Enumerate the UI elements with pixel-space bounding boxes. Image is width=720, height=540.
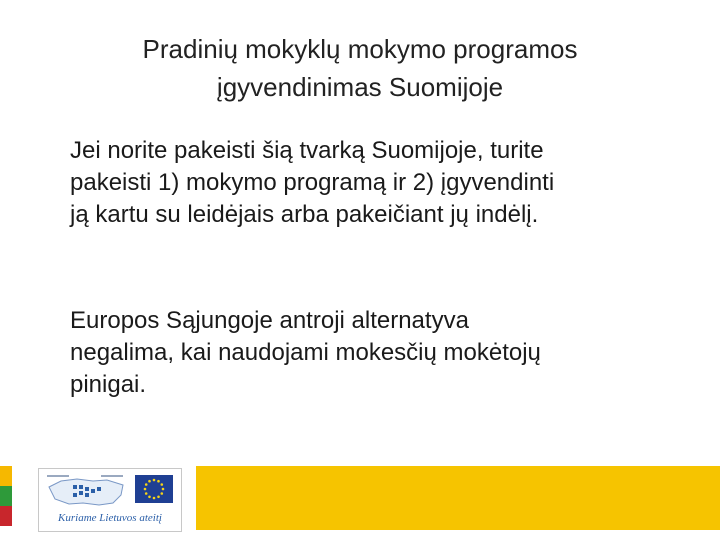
flag-band-red xyxy=(0,506,12,526)
title-line-2: įgyvendinimas Suomijoje xyxy=(216,72,504,102)
paragraph-2 xyxy=(70,305,680,401)
lithuania-map-logo xyxy=(43,473,129,509)
footer-slogan: Kuriame Lietuvos ateitį xyxy=(58,512,162,524)
slide-footer xyxy=(0,466,720,540)
paragraph-2-line-3: pinigai. xyxy=(70,371,147,398)
eu-flag-icon xyxy=(135,475,173,503)
flag-band-yellow xyxy=(0,466,12,486)
paragraph-1-line-2: pakeisti 1) mokymo programą ir 2) įgyvendinti xyxy=(70,169,555,196)
paragraph-1 xyxy=(70,135,680,231)
paragraph-2-line-2: negalima, kai naudojami mokesčių mokėtojų xyxy=(70,339,541,366)
paragraph-1-line-1: Jei norite pakeisti šią tvarką Suomijoje, turite xyxy=(70,137,544,164)
paragraph-2-line-1: Europos Sąjungoje antroji alternatyva xyxy=(70,307,469,334)
title-line-1: Pradinių mokyklų mokymo programos xyxy=(142,34,578,64)
logo-panel xyxy=(38,468,182,532)
flag-band-green xyxy=(0,486,12,506)
slide-title xyxy=(60,30,660,106)
paragraph-1-line-3: ją kartu su leidėjais arba pakeičiant jų indėlį. xyxy=(70,201,539,228)
footer-yellow-bar xyxy=(196,466,720,530)
lithuanian-flag-stripe xyxy=(0,466,12,526)
